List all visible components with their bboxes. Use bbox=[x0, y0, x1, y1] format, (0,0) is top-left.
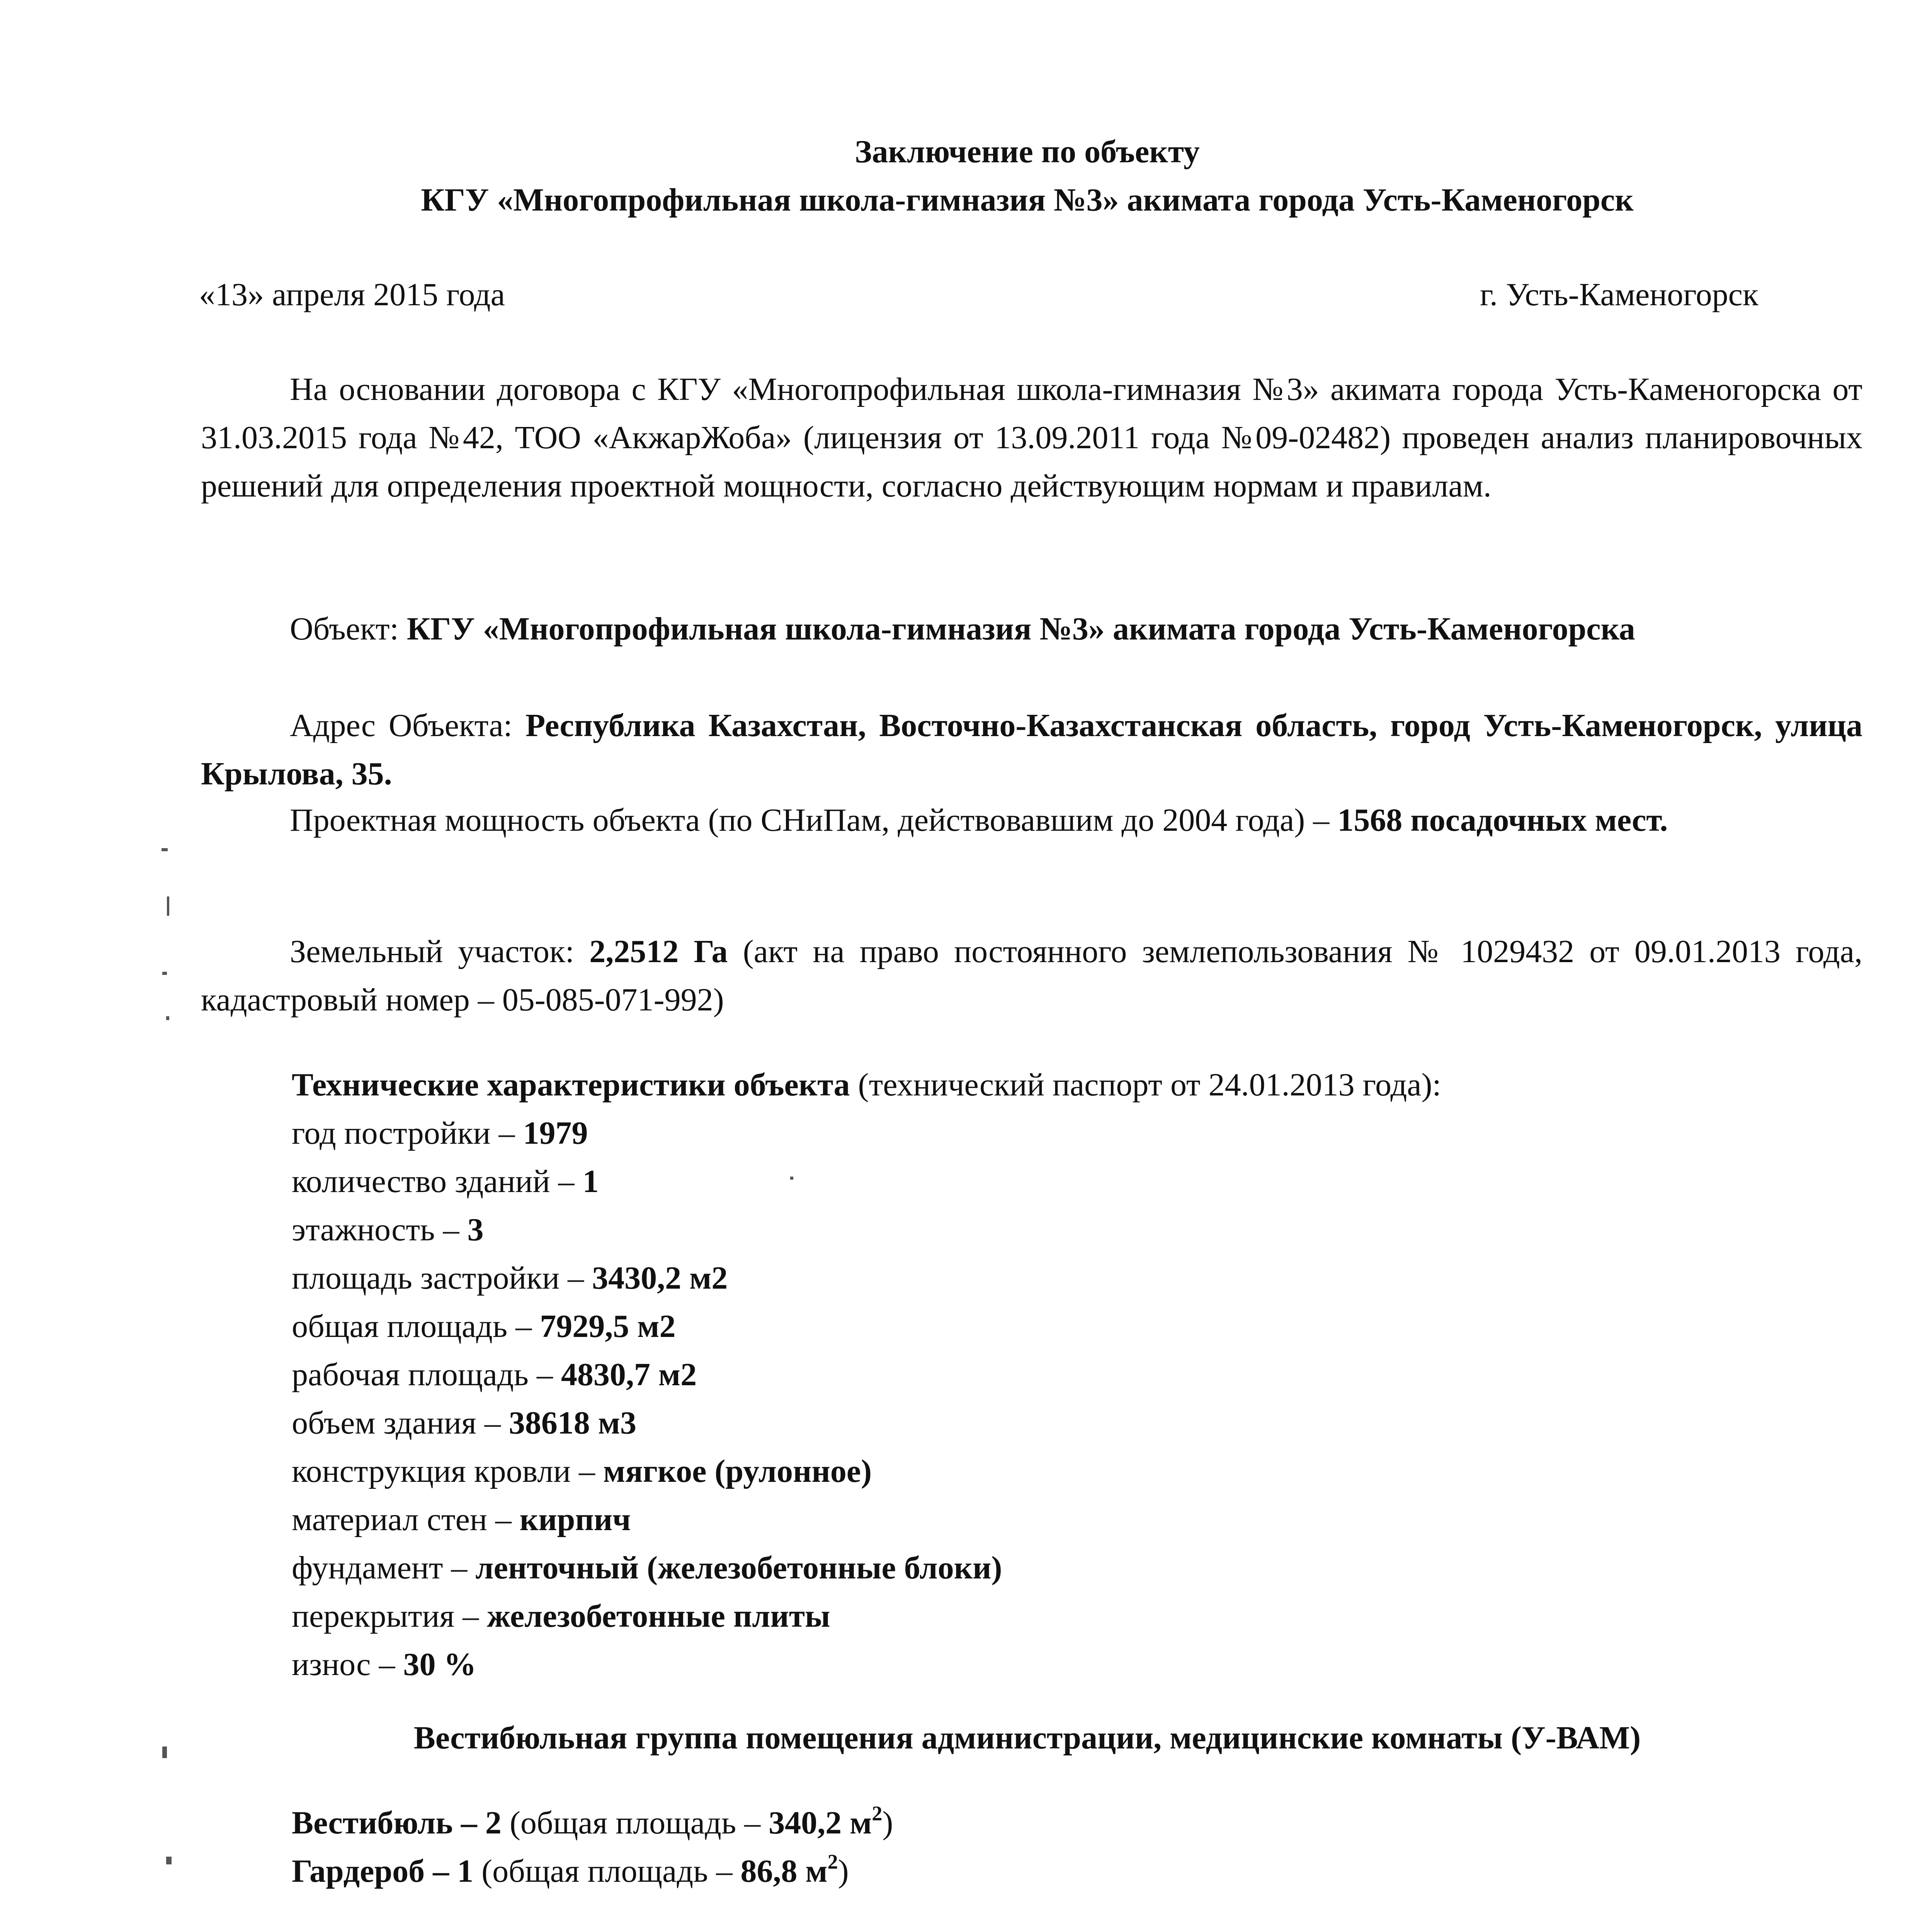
document-city: г. Усть-Каменогорск bbox=[1480, 277, 1759, 313]
tech-item-value: кирпич bbox=[519, 1502, 631, 1537]
vestibule-name: Вестибюль – 2 bbox=[292, 1805, 502, 1841]
tech-item-label: износ – bbox=[292, 1646, 403, 1682]
land-value: 2,2512 Га bbox=[589, 934, 728, 969]
tech-item-value: 3430,2 м2 bbox=[592, 1260, 728, 1296]
tech-item bbox=[292, 1447, 872, 1495]
address-label: Адрес Объекта: bbox=[290, 707, 512, 743]
object-label: Объект: bbox=[290, 611, 399, 647]
tech-item-label: общая площадь – bbox=[292, 1308, 540, 1344]
vestibule-area: 340,2 м bbox=[769, 1805, 872, 1841]
land-paragraph bbox=[201, 927, 1862, 1024]
document-title: Заключение по объекту bbox=[855, 134, 1200, 170]
tech-item-label: год постройки – bbox=[292, 1115, 523, 1151]
tech-item bbox=[292, 1544, 1002, 1592]
tech-item bbox=[292, 1109, 588, 1157]
object-value: КГУ «Многопрофильная школа-гимназия №3» акимата города Усть-Каменогорска bbox=[406, 611, 1635, 647]
intro-text: На основании договора с КГУ «Многопрофильная школа-гимназия №3» акимата города Усть-Каменогорска от 31.03.2015 года №42, ТОО «АкжарЖоба» (лицензия от 13.09.2011 года №09-02482) проведен анализ планировочных решений для определения проектной мощности, согласно действующим нормам и правилам. bbox=[201, 371, 1862, 504]
scan-mark bbox=[167, 896, 169, 916]
document-subtitle: КГУ «Многопрофильная школа-гимназия №3» акимата города Усть-Каменогорск bbox=[421, 182, 1634, 218]
tech-item bbox=[292, 1592, 830, 1640]
address-value: Республика Казахстан, Восточно-Казахстанская область, город Усть-Каменогорск, улица Крылова, 35. bbox=[201, 707, 1862, 792]
tech-item bbox=[292, 1302, 675, 1350]
section-heading: Вестибюльная группа помещения администрации, медицинские комнаты (У-ВАМ) bbox=[413, 1720, 1641, 1756]
tech-item-value: 38618 м3 bbox=[509, 1405, 636, 1441]
object-paragraph bbox=[201, 605, 1862, 653]
tech-item-value: 1979 bbox=[523, 1115, 588, 1151]
tech-item bbox=[292, 1640, 476, 1689]
land-note: (акт на право постоянного землепользования № 1029432 от 09.01.2013 года, кадастровый номер – 05-085-071-992) bbox=[201, 934, 1863, 1018]
land-label: Земельный участок: bbox=[290, 934, 575, 969]
wardrobe-area: 86,8 м bbox=[740, 1853, 828, 1889]
tech-item bbox=[292, 1495, 631, 1544]
tech-item-label: площадь застройки – bbox=[292, 1260, 592, 1296]
tech-heading: Технические характеристики объекта bbox=[292, 1067, 850, 1103]
tech-item-value: мягкое (рулонное) bbox=[603, 1453, 872, 1489]
wardrobe-close: ) bbox=[838, 1853, 849, 1889]
tech-item-label: этажность – bbox=[292, 1212, 468, 1248]
vestibule-line bbox=[292, 1799, 893, 1847]
capacity-paragraph bbox=[201, 796, 1862, 844]
capacity-label: Проектная мощность объекта (по СНиПам, действовавшим до 2004 года) – bbox=[290, 802, 1330, 838]
wardrobe-name: Гардероб – 1 bbox=[292, 1853, 474, 1889]
tech-item-value: 3 bbox=[467, 1212, 484, 1248]
tech-item-label: объем здания – bbox=[292, 1405, 509, 1441]
scan-mark bbox=[162, 848, 168, 851]
tech-item-label: рабочая площадь – bbox=[292, 1357, 561, 1393]
wardrobe-line bbox=[292, 1847, 849, 1895]
tech-item-label: фундамент – bbox=[292, 1550, 476, 1586]
tech-item-value: 7929,5 м2 bbox=[540, 1308, 676, 1344]
tech-item-label: количество зданий – bbox=[292, 1163, 583, 1199]
tech-heading-line bbox=[292, 1061, 1441, 1109]
tech-item-label: конструкция кровли – bbox=[292, 1453, 603, 1489]
tech-item-label: перекрытия – bbox=[292, 1598, 487, 1634]
tech-item bbox=[292, 1350, 697, 1399]
tech-item-value: 4830,7 м2 bbox=[561, 1357, 697, 1393]
tech-item-value: 30 % bbox=[403, 1646, 476, 1682]
address-paragraph bbox=[201, 701, 1862, 798]
intro-paragraph bbox=[201, 365, 1862, 510]
scan-mark bbox=[166, 1857, 172, 1864]
tech-item-value: ленточный (железобетонные блоки) bbox=[475, 1550, 1002, 1586]
scan-mark bbox=[790, 1177, 793, 1180]
scan-mark bbox=[166, 1016, 169, 1020]
tech-heading-note: (технический паспорт от 24.01.2013 года): bbox=[858, 1067, 1441, 1103]
vestibule-close: ) bbox=[882, 1805, 893, 1841]
tech-item bbox=[292, 1254, 728, 1302]
document-date: «13» апреля 2015 года bbox=[199, 277, 505, 313]
vestibule-area-sup: 2 bbox=[872, 1802, 883, 1825]
wardrobe-area-label: (общая площадь – bbox=[481, 1853, 741, 1889]
tech-item bbox=[292, 1206, 483, 1254]
tech-item-label: материал стен – bbox=[292, 1502, 520, 1537]
scan-mark bbox=[162, 972, 167, 975]
vestibule-area-label: (общая площадь – bbox=[509, 1805, 769, 1841]
tech-item-value: 1 bbox=[582, 1163, 599, 1199]
tech-item-value: железобетонные плиты bbox=[487, 1598, 830, 1634]
scan-mark bbox=[162, 1747, 167, 1758]
capacity-value: 1568 посадочных мест. bbox=[1337, 802, 1668, 838]
tech-item bbox=[292, 1399, 636, 1447]
wardrobe-area-sup: 2 bbox=[827, 1850, 838, 1873]
tech-item bbox=[292, 1157, 599, 1206]
